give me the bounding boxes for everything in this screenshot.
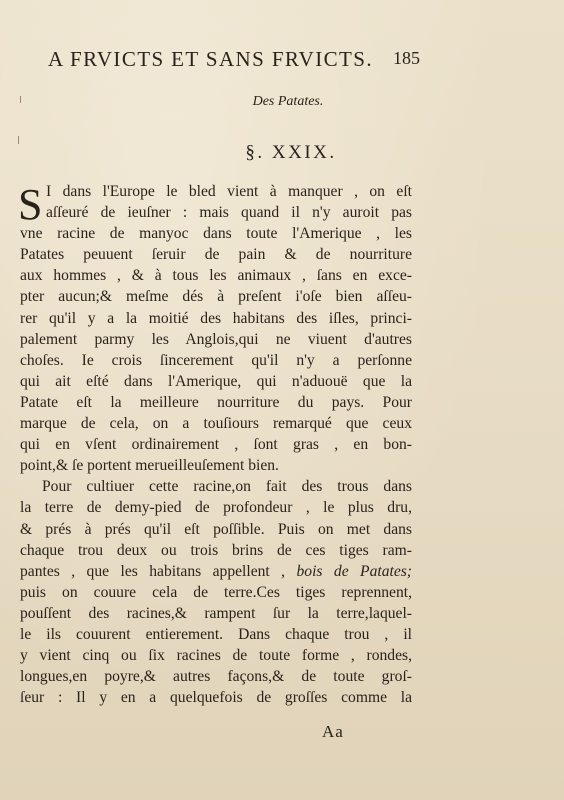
page-header <box>48 47 420 77</box>
text-line: marque de cela, on a touſiours remarqué que ceux <box>20 415 412 433</box>
text-line: longues,en poyre,& autres façons,& de toute groſ- <box>20 668 412 686</box>
text-line-with-italic <box>20 561 412 582</box>
text-line: point,& ſe portent merueilleuſement bien. <box>20 457 279 475</box>
text-line: I dans l'Europe le bled vient à manquer , on eſt <box>46 183 412 200</box>
text-line: la terre de demy-pied de profondeur , le plus dru, <box>20 499 412 517</box>
text-line: Patate eſt la meilleure nourriture du pays. Pour <box>20 393 412 411</box>
text-line: rer qu'il y a la moitié des habitans des iſles, princi- <box>20 309 412 327</box>
text-line: aux hommes , & à tous les animaux , ſans en exce- <box>20 267 412 285</box>
text-line: chaque trou deux ou trois brins de ces tiges ram- <box>20 541 412 559</box>
text-line: Patates peuuent ſeruir de pain & de nourriture <box>20 246 412 264</box>
text-line: palement parmy les Anglois,qui ne viuent d'autres <box>20 330 412 348</box>
catchword: Aa <box>322 722 344 741</box>
body-text <box>20 181 412 708</box>
text-line: qui ait eſté dans l'Amerique, qui n'aduouë que la <box>20 372 412 390</box>
italic-term: bois de Patates; <box>296 562 413 580</box>
text-line: Pour cultiuer cette racine,on fait des trous dans <box>42 478 412 496</box>
text-line: vne racine de manyoc dans toute l'Amerique , les <box>20 225 412 243</box>
section-title: Des Patates. <box>252 94 324 109</box>
text-line: pter aucun;& meſme dés à preſent i'oſe bien aſſeu- <box>20 288 412 306</box>
text-line: qui en vſent ordinairement , ſont gras , en bon- <box>20 436 412 454</box>
drop-cap: S <box>18 180 43 229</box>
text-line: le ils couurent entierement. Dans chaque trou , il <box>20 625 412 643</box>
running-head: A FRVICTS ET SANS FRVICTS. <box>48 47 373 71</box>
text-line: pouſſent des racines,& rampent ſur la terre,laquel- <box>20 604 412 622</box>
page-number: 185 <box>393 48 420 68</box>
text-segment: pantes , que les habitans appellent , <box>20 562 286 580</box>
text-line: puis on couure cela de terre.Ces tiges reprennent, <box>20 583 412 601</box>
text-line: choſes. Ie crois ſincerement qu'il n'y a perſonne <box>20 351 412 369</box>
text-line: y vient cinq ou ſix racines de toute forme , rondes, <box>20 647 412 665</box>
text-line: ſeur : Il y en a quelquefois de groſſes comme la <box>20 689 412 707</box>
text-line: & prés à prés qu'il eſt poſſible. Puis on met dans <box>20 520 412 538</box>
section-number: §. XXIX. <box>245 142 337 163</box>
text-line: aſſeuré de ieuſner : mais quand il n'y auroit pas <box>46 204 412 222</box>
